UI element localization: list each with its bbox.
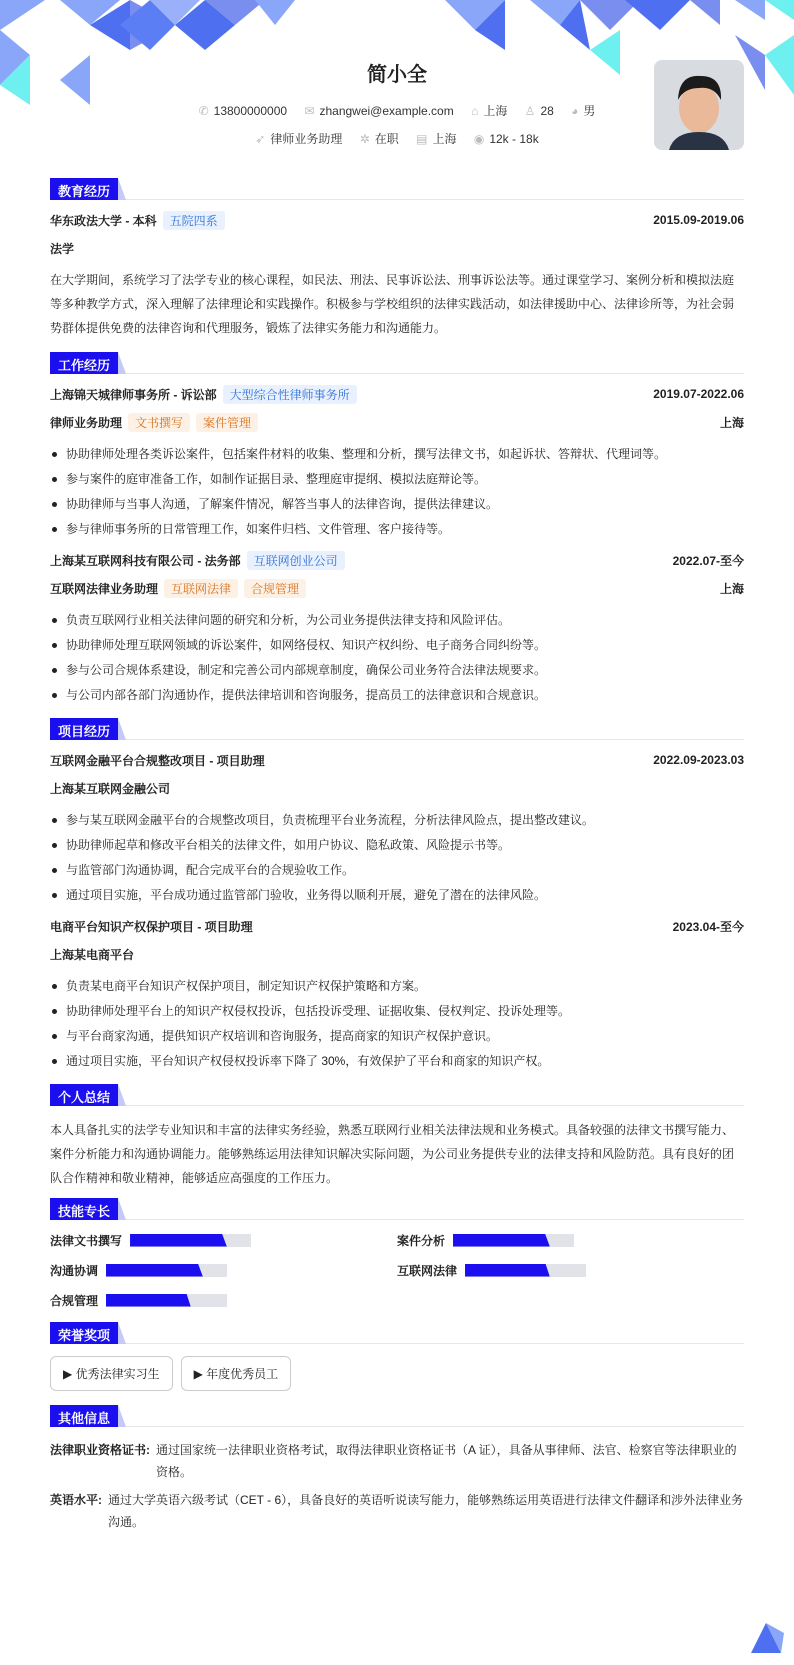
section-title-education: 教育经历 [50,178,118,200]
company-tag: 大型综合性律师事务所 [223,385,357,404]
list-item: 协助律师起草和修改平台相关的法律文件，如用户协议、隐私政策、风险提示书等。 [50,833,744,858]
play-icon: ▶ [193,1367,207,1381]
list-item: 协助律师处理各类诉讼案件，包括案件材料的收集、整理和分析，撰写法律文书，如起诉状、答辩状、代理词等。 [50,442,744,467]
section-title-projects: 项目经历 [50,718,118,740]
company-tag: 互联网创业公司 [247,551,345,570]
education-date: 2015.09-2019.06 [653,213,744,227]
work-entry [50,386,744,542]
work-date: 2022.07-至今 [672,553,744,568]
project-name: 互联网金融平台合规整改项目 - 项目助理 [50,753,265,768]
position: 律师业务助理 [270,132,343,146]
skill-bar [106,1294,227,1307]
work-date: 2019.07-2022.06 [653,387,744,401]
gender: 男 [583,104,596,118]
list-item: 参与案件的庭审准备工作，如制作证据目录、整理庭审提纲、模拟法庭辩论等。 [50,467,744,492]
age-icon: ♙ [524,104,536,118]
award-item [50,1356,173,1391]
skill-bar [130,1234,251,1247]
list-item: 负责某电商平台知识产权保护项目，制定知识产权保护策略和方案。 [50,974,744,999]
list-item: 协助律师处理平台上的知识产权侵权投诉，包括投诉受理、证据收集、侵权判定、投诉处理等。 [50,999,744,1024]
phone-icon: ✆ [198,104,209,118]
list-item: 通过项目实施，平台知识产权侵权投诉率下降了 30%，有效保护了平台和商家的知识产权。 [50,1049,744,1074]
list-item: 通过项目实施，平台成功通过监管部门验收，业务得以顺利开展，避免了潜在的法律风险。 [50,883,744,908]
other-info-text: 通过大学英语六级考试（CET - 6），具备良好的英语听说读写能力，能够熟练运用英语进行法律文件翻译和涉外法律业务沟通。 [108,1493,744,1529]
other-info-item [50,1439,744,1483]
skill-bar [106,1264,227,1277]
school-tag: 五院四系 [163,211,225,230]
other-info-label: 法律职业资格证书: [50,1443,150,1457]
skill-bar-fill [453,1234,550,1247]
other-info-text: 通过国家统一法律职业资格考试，取得法律职业资格证书（A 证），具备从事律师、法官、检察官等法律职业的资格。 [156,1443,737,1479]
skill-name: 案件分析 [397,1233,446,1248]
project-org: 上海某互联网金融公司 [50,781,171,796]
section-title-other: 其他信息 [50,1405,118,1427]
send-icon: ➶ [255,132,266,146]
award-label: 年度优秀员工 [206,1367,279,1381]
city: 上海 [432,132,457,146]
project-date: 2022.09-2023.03 [653,753,744,767]
play-icon: ▶ [63,1367,76,1381]
skill-name: 法律文书撰写 [50,1233,123,1248]
salary-icon: ◉ [473,132,485,146]
skill-name: 沟通协调 [50,1263,99,1278]
list-item: 负责互联网行业相关法律问题的研究和分析，为公司业务提供法律支持和风险评估。 [50,608,744,633]
company: 上海某互联网科技有限公司 - 法务部 [50,553,241,568]
age: 28 [540,104,554,118]
skill-item [397,1262,744,1278]
skill-tag: 文书撰写 [128,413,190,432]
major: 法学 [50,241,75,256]
building-icon: ▤ [416,132,428,146]
list-item: 与平台商家沟通，提供知识产权培训和咨询服务，提高商家的知识产权保护意识。 [50,1024,744,1049]
list-item: 参与公司合规体系建设，制定和完善公司内部规章制度，确保公司业务符合法律法规要求。 [50,658,744,683]
project-entry [50,752,744,908]
list-item: 协助律师与当事人沟通，了解案件情况，解答当事人的法律咨询，提供法律建议。 [50,492,744,517]
skill-item [50,1232,397,1248]
section-title-awards: 荣誉奖项 [50,1322,118,1344]
candidate-name: 简小全 [367,64,427,86]
project-entry [50,918,744,1074]
company: 上海锦天城律师事务所 - 诉讼部 [50,387,217,402]
list-item: 与公司内部各部门沟通协作，提供法律培训和咨询服务，提高员工的法律意识和合规意识。 [50,683,744,708]
section-title-summary: 个人总结 [50,1084,118,1106]
skill-tag: 互联网法律 [164,579,238,598]
email-icon: ✉ [304,104,315,118]
work-city: 上海 [719,415,744,430]
skill-item [397,1232,744,1248]
gender-icon: ◕ [571,104,579,118]
skill-bar [453,1234,574,1247]
skill-bar-fill [106,1264,203,1277]
email: zhangwei@example.com [319,104,454,118]
award-item [181,1356,292,1391]
school: 华东政法大学 - 本科 [50,213,157,228]
skill-bar [465,1264,586,1277]
corner-decoration [746,1618,786,1658]
phone: 13800000000 [213,104,288,118]
home-icon: ⌂ [471,104,479,118]
list-item: 参与律师事务所的日常管理工作，如案件归档、文件管理、客户接待等。 [50,517,744,542]
section-title-skills: 技能专长 [50,1198,118,1220]
salary: 12k - 18k [489,132,539,146]
skill-name: 互联网法律 [397,1263,458,1278]
award-label: 优秀法律实习生 [75,1367,160,1381]
work-city: 上海 [719,581,744,596]
other-info-item [50,1489,744,1533]
skill-name: 合规管理 [50,1293,99,1308]
project-org: 上海某电商平台 [50,947,135,962]
summary-text: 本人具备扎实的法学专业知识和丰富的法律实务经验，熟悉互联网行业相关法律法规和业务模式。具备较强的法律文书撰写能力、案件分析能力和沟通协调能力。能够熟练运用法律知识解决实际问题，为公司业务提供专业的法律支持和风险防范。具有良好的团队合作精神和敬业精神，能够适应高强度的工作压力。 [50,1123,735,1185]
list-item: 与监管部门沟通协调，配合完成平台的合规验收工作。 [50,858,744,883]
education-description: 在大学期间，系统学习了法学专业的核心课程，如民法、刑法、民事诉讼法、刑事诉讼法等。通过课堂学习、案例分析和模拟法庭等多种教学方式，深入理解了法律理论和实践操作。积极参与学校组织的法律实践活动，如法律援助中心、法律诊所等，为社会弱势群体提供免费的法律咨询和代理服务，锻炼了法律实务能力和沟通能力。 [50,273,735,335]
skill-bar-fill [106,1294,191,1307]
other-info-label: 英语水平: [50,1493,102,1507]
section-title-work: 工作经历 [50,352,118,374]
location: 上海 [483,104,508,118]
status: 在职 [374,132,399,146]
skill-tag: 合规管理 [244,579,306,598]
role: 律师业务助理 [50,415,123,430]
skill-item [50,1292,397,1308]
list-item: 参与某互联网金融平台的合规整改项目，负责梳理平台业务流程，分析法律风险点，提出整改建议。 [50,808,744,833]
skill-bar-fill [130,1234,227,1247]
skill-bar-fill [465,1264,550,1277]
list-item: 协助律师处理互联网领域的诉讼案件，如网络侵权、知识产权纠纷、电子商务合同纠纷等。 [50,633,744,658]
role: 互联网法律业务助理 [50,581,159,596]
status-icon: ✲ [359,132,370,146]
skill-tag: 案件管理 [196,413,258,432]
work-entry [50,552,744,708]
skill-item [50,1262,397,1278]
avatar [654,60,744,150]
project-date: 2023.04-至今 [672,919,744,934]
project-name: 电商平台知识产权保护项目 - 项目助理 [50,919,253,934]
